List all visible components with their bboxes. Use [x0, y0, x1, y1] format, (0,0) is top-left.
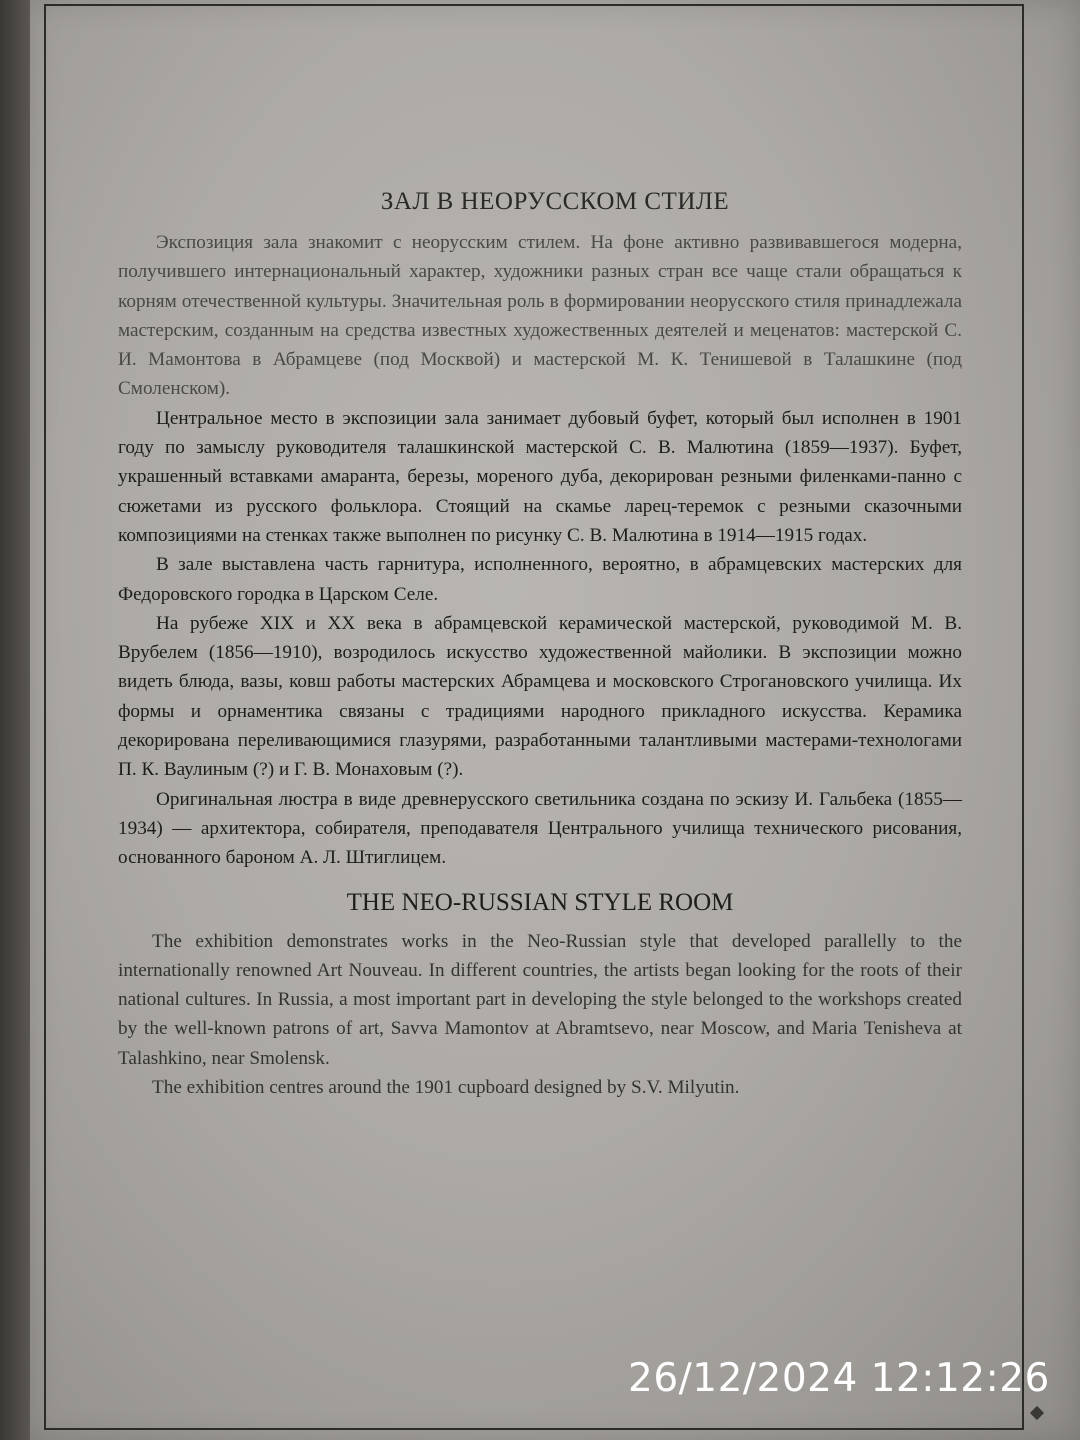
russian-section [118, 188, 962, 873]
en-paragraph-1: The exhibition demonstrates works in the Neo-Russian style that developed parallelly to the internationally renowned Art Nouveau. In different countries, the artists began looking for the roots of their national cultures. In Russia, a most important part in developing the style belonged to the workshops created by the well-known patrons of art, Savva Mamontov at Abramtsevo, near Moscow, and Maria Tenisheva at Talashkino, near Smolensk. [118, 930, 962, 1069]
english-section [118, 889, 962, 1103]
ru-paragraph-5: Оригинальная люстра в виде древнерусского светильника создана по эскизу И. Гальбека (1855—1934) — архитектора, собирателя, преподавателя Центрального училища технического рисования, основанного бароном А. Л. Штиглицем. [118, 788, 962, 869]
en-paragraph-2: The exhibition centres around the 1901 cupboard designed by S.V. Milyutin. [152, 1077, 740, 1099]
panel-text [118, 188, 962, 1102]
wall-edge [0, 0, 30, 1440]
ru-paragraph-1: Экспозиция зала знакомит с неорусским стилем. На фоне активно развивавшегося модерна, получившего интернациональный характер, художники разных стран все чаще стали обращаться к корням отечественной культуры. Значительная роль в формировании неорусского стиля принадлежала мастерским, созданным на средства известных художественных деятелей и меценатов: мастерской С. И. Мамонтова в Абрамцеве (под Москвой) и мастерской М. К. Тенишевой в Талашкине (под Смоленском). [118, 232, 962, 400]
english-title: THE NEO-RUSSIAN STYLE ROOM [346, 888, 734, 916]
ru-paragraph-2: Центральное место в экспозиции зала занимает дубовый буфет, который был исполнен в 1901 году по замыслу руководителя талашкинской мастерской С. В. Малютина (1859—1937). Буфет, украшенный вставками амаранта, березы, мореного дуба, декорирован резными филенками-панно с сюжетами из русского фольклора. Стоящий на скамье ларец-теремок с резными сказочными композициями на стенках также выполнен по рисунку С. В. Малютина в 1914—1915 годах. [118, 407, 962, 546]
russian-title: ЗАЛ В НЕОРУССКОМ СТИЛЕ [380, 188, 730, 215]
ru-paragraph-4: На рубеже XIX и XX века в абрамцевской керамической мастерской, руководимой М. В. Врубелем (1856—1910), возродилось искусство художественной майолики. В экспозиции можно видеть блюда, вазы, ковш работы мастерских Абрамцева и московского Строгановского училища. Их формы и орнаментика связаны с традициями народного прикладного искусства. Керамика декорирована переливающимися глазурями, разработанными талантливыми мастерами-технологами П. К. Ваулиным (?) и Г. В. Монаховым (?). [118, 612, 962, 781]
photo-timestamp: 26/12/2024 12:12:26 [628, 1356, 1050, 1401]
ru-paragraph-3: В зале выставлена часть гарнитура, исполненного, вероятно, в абрамцевских мастерских для Федоровского городка в Царском Селе. [118, 554, 962, 605]
